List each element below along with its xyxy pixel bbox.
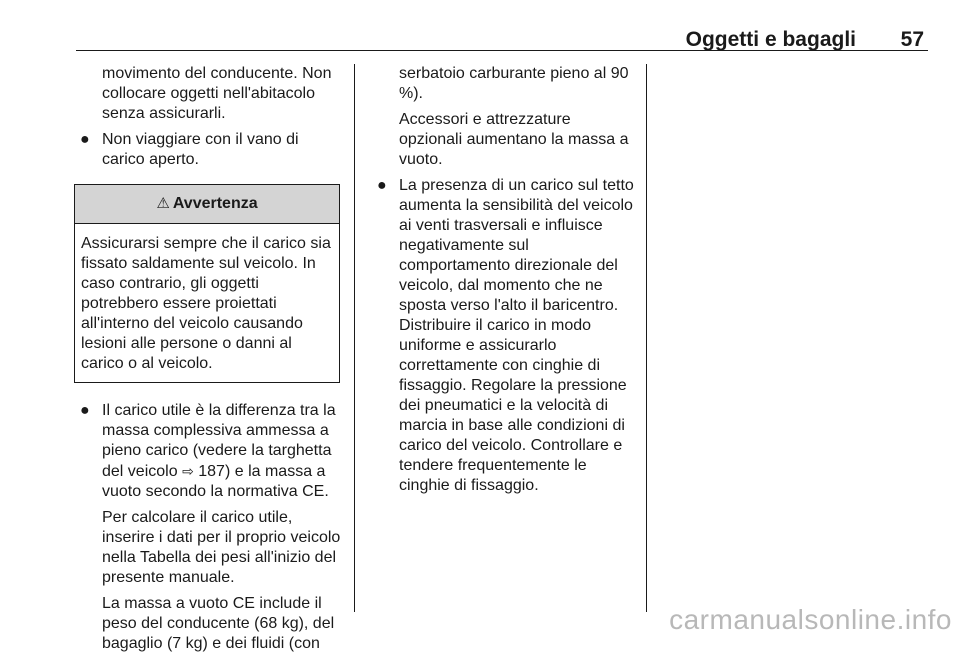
continued-text: serbatoio carburante pieno al 90 %). <box>399 65 629 102</box>
watermark: carmanualsonline.info <box>669 604 952 635</box>
bullet-icon: ● <box>80 402 90 419</box>
warning-header <box>75 185 339 224</box>
continued-text: movimento del conducente. Non collocare oggetti nell'abitacolo senza assicurarli. <box>102 65 332 122</box>
paragraph: Accessori e attrezzature opzionali aumentano la massa a vuoto. <box>399 111 629 168</box>
list-item <box>80 401 342 502</box>
warning-title: Avvertenza <box>172 195 258 212</box>
right-column <box>377 64 635 502</box>
page-reference[interactable]: 187 <box>198 463 225 480</box>
column-divider-right <box>646 64 647 612</box>
left-column <box>80 64 342 660</box>
list-item-text-pre: Il carico utile è la differenza tra la massa complessiva ammessa a pieno carico (vedere la targhetta del veicolo <box>102 402 336 480</box>
list-item <box>80 130 342 170</box>
warning-triangle-icon: ⚠ <box>156 195 170 212</box>
bullet-icon: ● <box>377 177 387 194</box>
list-item-text: La presenza di un carico sul tetto aumenta la sensibilità del veicolo ai venti trasversali e influisce negativamente sul comportamento direzionale del veicolo, dal momento che ne sposta verso l'alto il baricentro. Distribuire il carico in modo uniforme e assicurarlo correttamente con cinghie di fissaggio. Regolare la pressione dei pneumatici e la velocità di marcia in base alle condizioni di carico del veicolo. Controllare e tendere frequentemente le cinghie di fissaggio. <box>399 177 634 494</box>
column-divider <box>354 64 355 612</box>
paragraph: Per calcolare il carico utile, inserire i dati per il proprio veicolo nella Tabella dei pesi all'inizio del presente manuale. <box>102 509 341 586</box>
page-number: 57 <box>900 28 924 51</box>
page-reference-arrow-icon: ⇨ <box>182 463 194 479</box>
section-title: Oggetti e bagagli <box>685 28 856 51</box>
warning-box <box>74 184 340 383</box>
page-header <box>76 24 928 51</box>
list-item-text-post: ) e la massa a vuoto secondo la normativa CE. <box>102 463 329 500</box>
list-item <box>377 176 635 496</box>
list-item-text: Non viaggiare con il vano di carico aperto. <box>102 131 299 168</box>
paragraph: La massa a vuoto CE include il peso del conducente (68 kg), del bagaglio (7 kg) e dei fluidi (con <box>102 595 335 652</box>
bullet-icon: ● <box>80 131 90 148</box>
warning-text: Assicurarsi sempre che il carico sia fissato saldamente sul veicolo. In caso contrario, gli oggetti potrebbero essere proiettati all'interno del veicolo causando lesioni alle persone o danni al carico o al veicolo. <box>81 235 331 372</box>
